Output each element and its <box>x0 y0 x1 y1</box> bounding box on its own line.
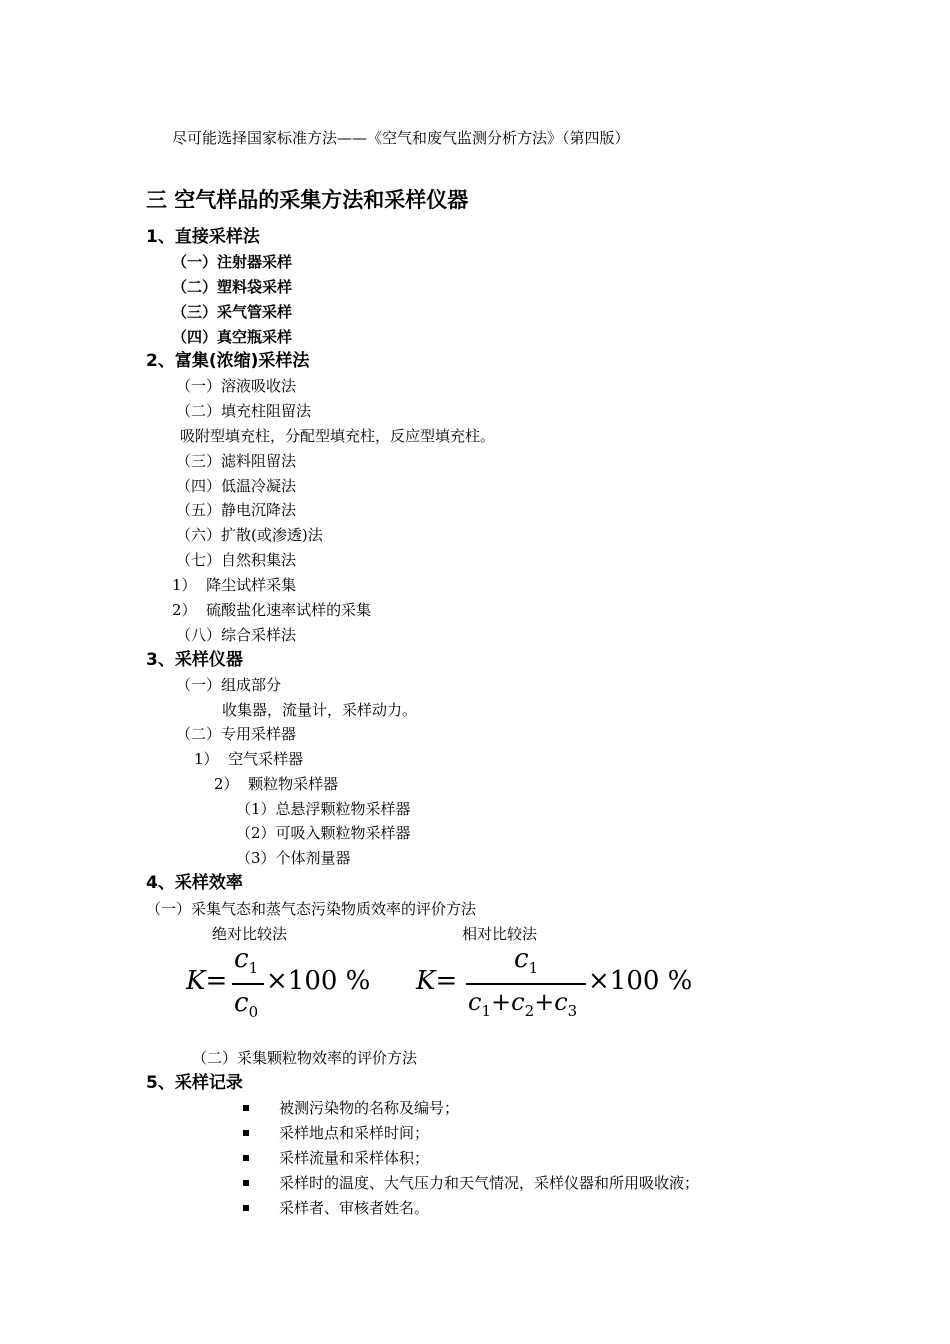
list-item: （八）综合采样法 <box>176 626 297 644</box>
list-item: （二）专用采样器 <box>176 725 297 743</box>
list-item: 收集器，流量计，采样动力。 <box>222 701 418 719</box>
list-item: 采样时的温度、大气压力和天气情况，采样仪器和所用吸收液； <box>279 1174 700 1192</box>
list-item: （三）采气管采样 <box>172 303 293 321</box>
list-item: 被测污染物的名称及编号； <box>279 1099 460 1117</box>
list-item: 2） 硫酸盐化速率试样的采集 <box>172 601 372 619</box>
list-item: （一）组成部分 <box>176 676 282 694</box>
relative-comparison-label: 相对比较法 <box>462 925 538 943</box>
heading-enrichment-sampling: 2、富集(浓缩)采样法 <box>146 351 310 371</box>
list-item: （七）自然积集法 <box>176 551 297 569</box>
list-item: （四）真空瓶采样 <box>172 328 293 346</box>
list-item: （一）溶液吸收法 <box>176 377 297 395</box>
list-item: （六）扩散(或渗透)法 <box>176 526 323 544</box>
section-title: 三 空气样品的采集方法和采样仪器 <box>146 188 469 212</box>
list-item: 吸附型填充柱，分配型填充柱，反应型填充柱。 <box>180 427 496 445</box>
list-item: 1） 空气采样器 <box>194 750 304 768</box>
bullet-icon <box>243 1180 249 1186</box>
list-item: 2） 颗粒物采样器 <box>214 775 339 793</box>
list-item: 采样者、审核者姓名。 <box>279 1199 430 1217</box>
heading-direct-sampling: 1、直接采样法 <box>146 227 260 247</box>
list-item: （四）低温冷凝法 <box>176 477 297 495</box>
list-item: （3）个体剂量器 <box>236 849 351 867</box>
list-item: （一）注射器采样 <box>172 253 293 271</box>
list-item: （2）可吸入颗粒物采样器 <box>236 824 411 842</box>
absolute-comparison-label: 绝对比较法 <box>212 925 288 943</box>
subheading-gas-efficiency: （一）采集气态和蒸气态污染物质效率的评价方法 <box>146 900 477 918</box>
heading-sampling-instruments: 3、采样仪器 <box>146 650 243 670</box>
bullet-icon <box>243 1105 249 1111</box>
list-item: （三）滤料阻留法 <box>176 452 297 470</box>
bullet-icon <box>243 1205 249 1211</box>
list-item: 采样流量和采样体积； <box>279 1149 430 1167</box>
list-item: （五）静电沉降法 <box>176 501 297 519</box>
heading-sampling-efficiency: 4、采样效率 <box>146 873 243 893</box>
list-item: （二）填充柱阻留法 <box>176 402 312 420</box>
subheading-particle-efficiency: （二）采集颗粒物效率的评价方法 <box>192 1049 418 1067</box>
bullet-icon <box>243 1155 249 1161</box>
list-item: 1） 降尘试样采集 <box>172 576 297 594</box>
heading-sampling-record: 5、采样记录 <box>146 1073 243 1093</box>
intro-line: 尽可能选择国家标准方法——《空气和废气监测分析方法》（第四版） <box>172 129 630 147</box>
list-item: 采样地点和采样时间； <box>279 1124 430 1142</box>
list-item: （二）塑料袋采样 <box>172 278 293 296</box>
bullet-icon <box>243 1130 249 1136</box>
list-item: （1）总悬浮颗粒物采样器 <box>236 800 411 818</box>
